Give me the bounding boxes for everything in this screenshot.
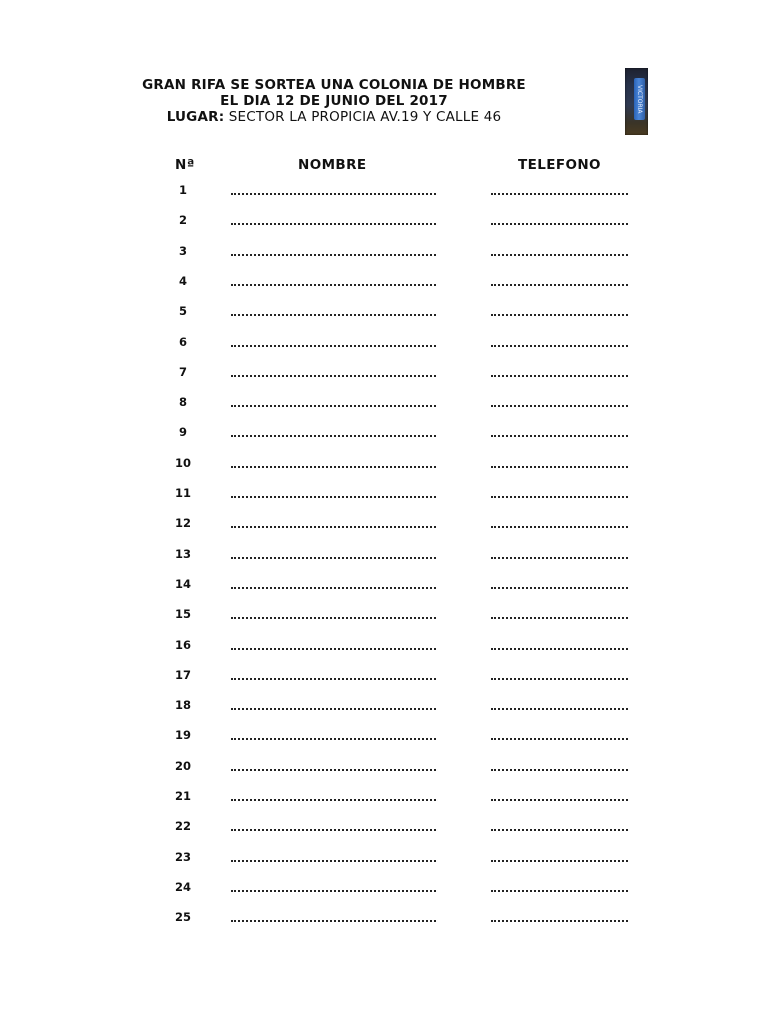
row-number: 11 bbox=[174, 486, 191, 500]
row-number: 20 bbox=[174, 758, 191, 773]
name-blank-line bbox=[231, 648, 436, 650]
name-blank-line bbox=[231, 708, 436, 710]
table-row bbox=[0, 819, 768, 849]
name-blank-line bbox=[231, 193, 436, 195]
phone-blank-line bbox=[491, 799, 628, 801]
table-row bbox=[0, 577, 768, 607]
phone-blank-line bbox=[491, 526, 628, 528]
row-number: 7 bbox=[178, 364, 187, 379]
name-blank-line bbox=[231, 405, 436, 407]
raffle-date: EL DIA 12 DE JUNIO DEL 2017 bbox=[220, 93, 448, 109]
phone-blank-line bbox=[491, 648, 628, 650]
name-blank-line bbox=[231, 375, 436, 377]
phone-blank-line bbox=[491, 678, 628, 680]
phone-blank-line bbox=[491, 829, 628, 831]
table-row bbox=[0, 516, 768, 546]
row-number: 5 bbox=[178, 304, 187, 319]
phone-blank-line bbox=[491, 405, 628, 407]
row-number: 19 bbox=[174, 728, 191, 743]
phone-blank-line bbox=[491, 345, 628, 347]
phone-blank-line bbox=[491, 375, 628, 377]
row-number: 4 bbox=[178, 273, 187, 288]
table-row bbox=[0, 456, 768, 486]
row-number: 6 bbox=[178, 334, 187, 349]
column-header-name: NOMBRE bbox=[298, 157, 367, 173]
raffle-title: GRAN RIFA SE SORTEA UNA COLONIA DE HOMBRE bbox=[142, 77, 526, 93]
phone-blank-line bbox=[491, 860, 628, 862]
name-blank-line bbox=[231, 284, 436, 286]
place-label: LUGAR: bbox=[166, 109, 225, 125]
name-blank-line bbox=[231, 496, 436, 498]
table-row bbox=[0, 335, 768, 365]
phone-blank-line bbox=[491, 587, 628, 589]
name-blank-line bbox=[231, 920, 436, 922]
table-row bbox=[0, 183, 768, 213]
phone-blank-line bbox=[491, 466, 628, 468]
name-blank-line bbox=[231, 860, 436, 862]
table-row bbox=[0, 910, 768, 940]
name-blank-line bbox=[231, 890, 436, 892]
table-row bbox=[0, 274, 768, 304]
phone-blank-line bbox=[491, 557, 628, 559]
name-blank-line bbox=[231, 678, 436, 680]
table-row bbox=[0, 244, 768, 274]
table-row bbox=[0, 728, 768, 758]
name-blank-line bbox=[231, 466, 436, 468]
name-blank-line bbox=[231, 435, 436, 437]
name-blank-line bbox=[231, 254, 436, 256]
name-blank-line bbox=[231, 617, 436, 619]
phone-blank-line bbox=[491, 617, 628, 619]
name-blank-line bbox=[231, 587, 436, 589]
name-blank-line bbox=[231, 738, 436, 740]
row-number: 17 bbox=[174, 667, 191, 682]
row-number: 23 bbox=[174, 849, 191, 864]
name-blank-line bbox=[231, 345, 436, 347]
table-row bbox=[0, 668, 768, 698]
name-blank-line bbox=[231, 314, 436, 316]
column-header-number: Nª bbox=[175, 157, 195, 173]
phone-blank-line bbox=[491, 284, 628, 286]
cologne-brand-label: VICTORIA bbox=[636, 84, 643, 114]
table-row bbox=[0, 880, 768, 910]
phone-blank-line bbox=[491, 890, 628, 892]
column-header-phone: TELEFONO bbox=[518, 157, 601, 173]
phone-blank-line bbox=[491, 254, 628, 256]
name-blank-line bbox=[231, 526, 436, 528]
row-number: 15 bbox=[174, 607, 191, 622]
table-row bbox=[0, 213, 768, 243]
row-number: 14 bbox=[174, 576, 191, 591]
row-number: 24 bbox=[174, 879, 191, 894]
table-row bbox=[0, 486, 768, 516]
raffle-place bbox=[134, 109, 534, 125]
table-row bbox=[0, 365, 768, 395]
phone-blank-line bbox=[491, 708, 628, 710]
row-number: 2 bbox=[178, 213, 187, 228]
row-number: 8 bbox=[178, 395, 187, 410]
row-number: 18 bbox=[174, 698, 191, 713]
table-row bbox=[0, 425, 768, 455]
table-row bbox=[0, 698, 768, 728]
phone-blank-line bbox=[491, 223, 628, 225]
phone-blank-line bbox=[491, 435, 628, 437]
name-blank-line bbox=[231, 223, 436, 225]
name-blank-line bbox=[231, 557, 436, 559]
phone-blank-line bbox=[491, 920, 628, 922]
phone-blank-line bbox=[491, 496, 628, 498]
row-number: 3 bbox=[178, 243, 187, 258]
row-number: 21 bbox=[174, 789, 191, 803]
table-row bbox=[0, 547, 768, 577]
row-number: 16 bbox=[174, 637, 191, 652]
row-number: 10 bbox=[174, 455, 191, 470]
table-row bbox=[0, 759, 768, 789]
name-blank-line bbox=[231, 829, 436, 831]
table-row bbox=[0, 395, 768, 425]
place-value: SECTOR LA PROPICIA AV.19 Y CALLE 46 bbox=[224, 109, 502, 125]
phone-blank-line bbox=[491, 738, 628, 740]
table-row bbox=[0, 638, 768, 668]
row-number: 13 bbox=[174, 546, 191, 561]
table-row bbox=[0, 850, 768, 880]
name-blank-line bbox=[231, 799, 436, 801]
phone-blank-line bbox=[491, 314, 628, 316]
cologne-product-photo bbox=[625, 68, 648, 135]
row-number: 9 bbox=[178, 425, 187, 440]
row-number: 12 bbox=[174, 516, 191, 531]
row-number: 25 bbox=[174, 910, 191, 925]
table-row bbox=[0, 304, 768, 334]
phone-blank-line bbox=[491, 193, 628, 195]
phone-blank-line bbox=[491, 769, 628, 771]
raffle-header bbox=[134, 77, 534, 125]
table-row bbox=[0, 607, 768, 637]
table-row bbox=[0, 789, 768, 819]
row-number: 1 bbox=[178, 183, 187, 197]
name-blank-line bbox=[231, 769, 436, 771]
row-number: 22 bbox=[174, 819, 191, 834]
